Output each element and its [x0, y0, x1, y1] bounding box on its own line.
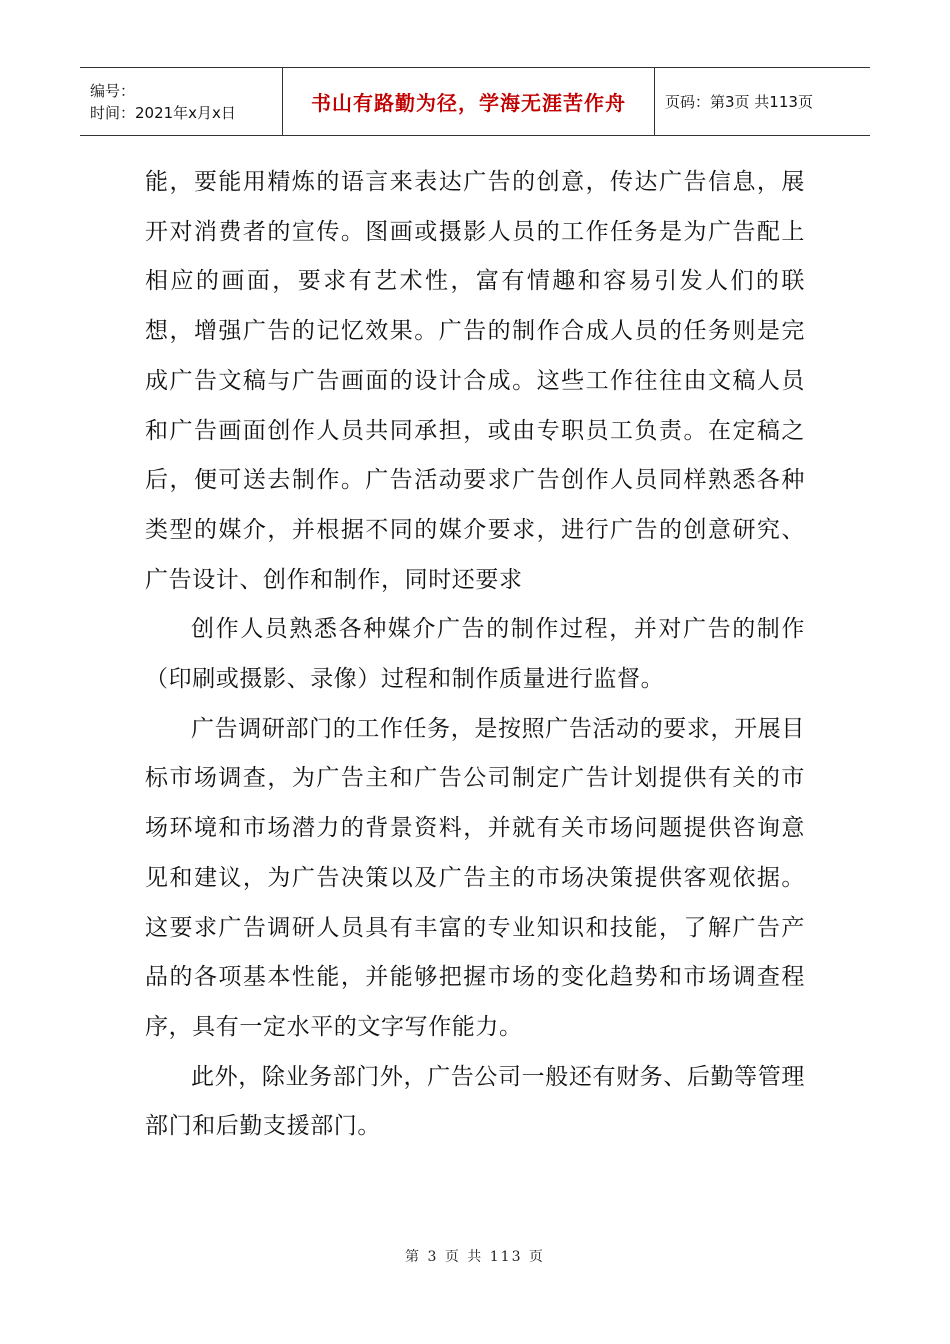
header-motto-cell — [282, 68, 655, 135]
document-number-label: 编号： — [90, 81, 136, 100]
header-page-code: 页码：第3页 共113页 — [665, 93, 813, 111]
document-date-label: 时间：2021年x月x日 — [90, 103, 236, 122]
body-paragraph-4: 此外，除业务部门外，广告公司一般还有财务、后勤等管理部门和后勤支援部门。 — [145, 1063, 805, 1140]
body-paragraph-2: 创作人员熟悉各种媒介广告的制作过程，并对广告的制作（印刷或摄影、录像）过程和制作质量进行监督。 — [145, 616, 805, 693]
page-header — [80, 67, 870, 136]
header-motto: 书山有路勤为径，学海无涯苦作舟 — [311, 91, 626, 115]
document-body — [145, 158, 805, 1152]
header-page-code-cell — [655, 68, 870, 135]
header-meta — [80, 68, 282, 135]
body-paragraph-3: 广告调研部门的工作任务，是按照广告活动的要求，开展目标市场调查，为广告主和广告公司制定广告计划提供有关的市场环境和市场潜力的背景资料，并就有关市场问题提供咨询意见和建议，为广告决策以及广告主的市场决策提供客观依据。这要求广告调研人员具有丰富的专业知识和技能，了解广告产品的各项基本性能，并能够把握市场的变化趋势和市场调查程序，具有一定水平的文字写作能力。 — [145, 715, 805, 1040]
page-footer: 第 3 页 共 113 页 — [405, 1249, 545, 1265]
body-paragraph-1: 能，要能用精炼的语言来表达广告的创意，传达广告信息，展开对消费者的宣传。图画或摄影人员的工作任务是为广告配上相应的画面，要求有艺术性，富有情趣和容易引发人们的联想，增强广告的记忆效果。广告的制作合成人员的任务则是完成广告文稿与广告画面的设计合成。这些工作往往由文稿人员和广告画面创作人员共同承担，或由专职员工负责。在定稿之后，便可送去制作。广告活动要求广告创作人员同样熟悉各种类型的媒介，并根据不同的媒介要求，进行广告的创意研究、广告设计、创作和制作，同时还要求 — [145, 169, 805, 593]
